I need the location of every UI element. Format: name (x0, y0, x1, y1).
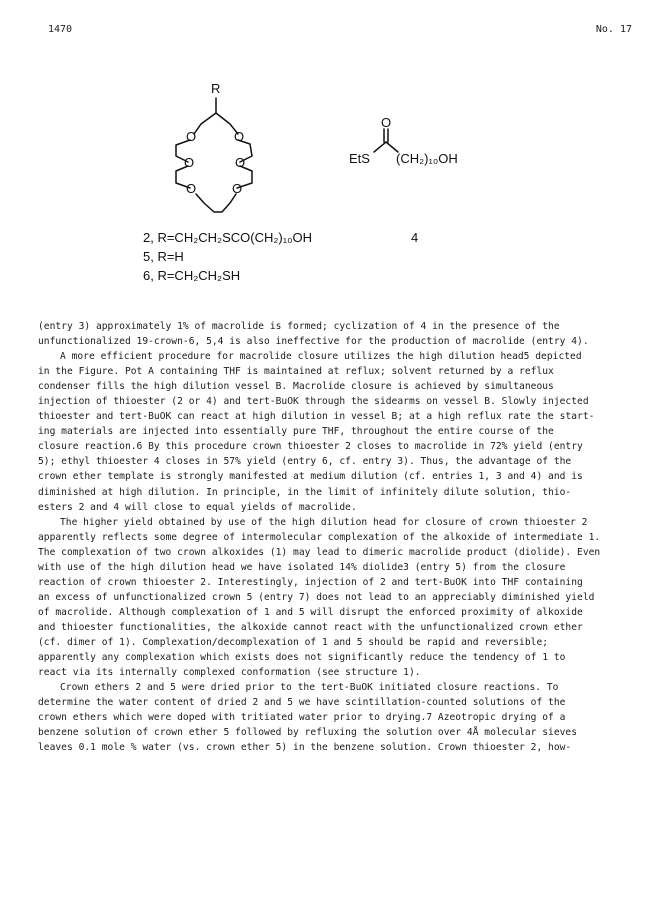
body-line: an excess of unfunctionalized crown 5 (entry 7) does not lead to an appreciably diminished yield (38, 591, 595, 603)
body-line: (entry 3) approximately 1% of macrolide is formed; cyclization of 4 in the presence of the (38, 321, 560, 332)
body-line: injection of thioester (2 or 4) and tert-BuOK through the sidearms on vessel B. Slowly injected (38, 396, 589, 408)
body-line: closure reaction.6 By this procedure crown thioester 2 closes to macrolide in 72% yield (entry (38, 441, 583, 453)
alkyl-chain: (CH₂)₁₀OH (396, 151, 458, 166)
body-line: ing materials are injected into essentially pure THF, throughout the entire course of the (38, 426, 554, 438)
body-line: The complexation of two crown alkoxides (1) may lead to dimeric macrolide product (diolide). Even (38, 546, 601, 558)
body-line: 5); ethyl thioester 4 closes in 57% yield (entry 6, cf. entry 3). Thus, the advantage of the (38, 456, 572, 468)
compound-label: 5, R=H (143, 249, 184, 264)
carbonyl-oxygen: O (381, 115, 392, 130)
oxygen-atom: O (186, 181, 197, 196)
structure-figure (0, 0, 672, 300)
body-line: esters 2 and 4 will close to equal yields of macrolide. (38, 501, 357, 513)
issue-number: No. 17 (595, 24, 632, 35)
compound-label: 6, R=CH₂CH₂SH (143, 268, 241, 283)
oxygen-atom: O (184, 155, 195, 170)
compound-label: 2, R=CH₂CH₂SCO(CH₂)₁₀OH (143, 230, 313, 245)
compound-number: 4 (411, 230, 419, 245)
body-line: in the Figure. Pot A containing THF is maintained at reflux; solvent returned by a reflux (38, 366, 554, 378)
body-line: A more efficient procedure for macrolide closure utilizes the high dilution head5 depicted (60, 351, 582, 363)
body-line: with use of the high dilution head we have isolated 14% diolide3 (entry 5) from the closure (38, 561, 566, 573)
body-line: determine the water content of dried 2 and 5 we have scintillation-counted solutions of the (38, 697, 566, 709)
substituent-r: R (211, 81, 221, 96)
ethylthio-group: EtS (349, 151, 370, 166)
body-line: The higher yield obtained by use of the high dilution head for closure of crown thioester 2 (60, 516, 588, 528)
page-number: 1470 (48, 24, 73, 35)
oxygen-atom: O (186, 129, 197, 144)
body-line: Crown ethers 2 and 5 were dried prior to the tert-BuOK initiated closure reactions. To (60, 682, 559, 694)
body-line: thioester and tert-BuOK can react at high dilution in vessel B; at a high reflux rate the start- (38, 411, 595, 423)
body-line: apparently any complexation which exists does not significantly reduce the tendency of 1 to (38, 652, 566, 664)
body-line: diminished at high dilution. In principle, in the limit of infinitely dilute solution, thio- (38, 486, 572, 498)
body-line: crown ether template is strongly manifested at medium dilution (cf. entries 1, 3 and 4) and is (38, 471, 583, 483)
body-line: (cf. dimer of 1). Complexation/decomplexation of 1 and 5 should be rapid and reversible; (38, 636, 549, 648)
body-line: apparently reflects some degree of intermolecular complexation of the alkoxide of intermediate 1. (38, 531, 601, 543)
body-line: and thioester functionalities, the alkoxide cannot react with the unfunctionalized crown ether (38, 621, 583, 633)
body-line: react via its internally complexed conformation (see structure 1). (38, 667, 421, 679)
body-line: benzene solution of crown ether 5 followed by refluxing the solution over 4Å molecular sieves (38, 727, 578, 739)
oxygen-atom: O (234, 129, 245, 144)
oxygen-atom: O (232, 181, 243, 196)
body-line: of macrolide. Although complexation of 1 and 5 will disrupt the enforced proximity of alkoxide (38, 606, 583, 618)
oxygen-atom: O (235, 155, 246, 170)
body-text (38, 319, 650, 755)
body-line: crown ethers which were doped with tritiated water prior to drying.7 Azeotropic drying of a (38, 712, 566, 724)
body-line: reaction of crown thioester 2. Interestingly, injection of 2 and tert-BuOK into THF containing (38, 576, 583, 588)
s-c-bond (374, 142, 386, 152)
body-line: unfunctionalized 19-crown-6, 5,4 is also ineffective for the production of macrolide (entry 4). (38, 336, 589, 348)
body-line: leaves 0.1 mole % water (vs. crown ether 5) in the benzene solution. Crown thioester 2, how- (38, 742, 572, 754)
body-line: condenser fills the high dilution vessel B. Macrolide closure is achieved by simultaneous (38, 381, 554, 393)
